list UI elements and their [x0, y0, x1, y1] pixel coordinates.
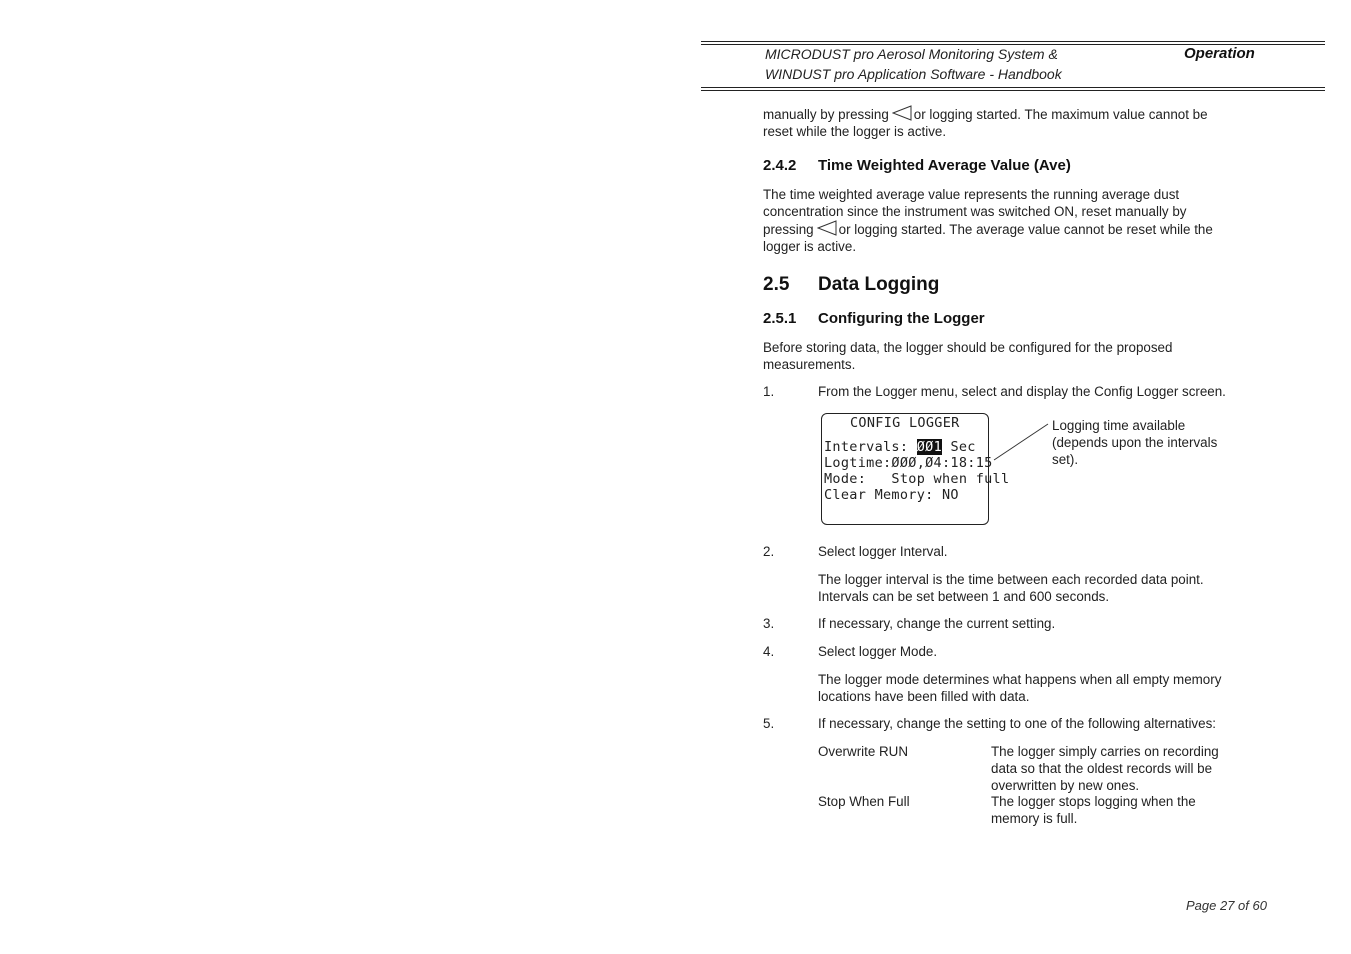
- heading-2-5-1: [763, 310, 985, 327]
- ave-line1: The time weighted average value represents the running average dust: [763, 187, 1180, 202]
- alternative-name: Overwrite RUN: [818, 744, 909, 759]
- ave-line4: logger is active.: [763, 239, 857, 254]
- alternative-description: [991, 793, 1251, 827]
- step-text: If necessary, change the setting to one of the following alternatives:: [818, 716, 1216, 731]
- header-section: Operation: [1184, 45, 1255, 62]
- step-note-line2: Intervals can be set between 1 and 600 seconds.: [818, 589, 1110, 604]
- step-note: [818, 671, 1263, 705]
- lcd-intervals: [824, 439, 976, 455]
- config-line1: Before storing data, the logger should be configured for the proposed: [763, 340, 1173, 355]
- alternative-desc-line1: The logger stops logging when the: [991, 794, 1196, 809]
- heading-title: Data Logging: [818, 274, 940, 295]
- lcd-intervals-label: Intervals:: [824, 439, 917, 455]
- intro-text-before: manually by pressing: [763, 107, 889, 122]
- left-triangle-icon: [817, 220, 837, 236]
- step-number: 3.: [763, 616, 775, 631]
- page-number: Page 27 of 60: [1186, 898, 1267, 913]
- header-rule-bottom-2: [701, 90, 1325, 91]
- alternative-desc-line2: memory is full.: [991, 811, 1078, 826]
- intro-line2: reset while the logger is active.: [763, 124, 947, 139]
- step-number: 2.: [763, 544, 775, 559]
- heading-2-5: [763, 274, 939, 296]
- alternative-description: [991, 743, 1251, 794]
- heading-title: Configuring the Logger: [818, 310, 985, 327]
- lcd-clear-memory: Clear Memory: NO: [824, 487, 959, 503]
- left-triangle-icon: [892, 105, 912, 121]
- lcd-screen: [821, 413, 1010, 525]
- step-note-line2: locations have been filled with data.: [818, 689, 1030, 704]
- step-text: Select logger Interval.: [818, 544, 948, 559]
- callout-leader-line: [992, 420, 1052, 462]
- ave-line3-after: or logging started. The average value cannot be reset while the: [838, 222, 1213, 237]
- heading-number: 2.5: [763, 274, 790, 295]
- alternative-name: Stop When Full: [818, 794, 910, 809]
- lcd-intervals-value: ØØ1: [916, 439, 943, 455]
- lcd-logtime: Logtime:ØØØ,Ø4:18:15: [824, 455, 993, 471]
- step-note-line1: The logger mode determines what happens when all empty memory: [818, 672, 1222, 687]
- ave-line3-before: pressing: [763, 222, 814, 237]
- step-note-line1: The logger interval is the time between each recorded data point.: [818, 572, 1204, 587]
- step-text: From the Logger menu, select and display the Config Logger screen.: [818, 384, 1226, 399]
- alternative-desc-line3: overwritten by new ones.: [991, 778, 1140, 793]
- config-paragraph: [763, 339, 1263, 373]
- callout-line3: set).: [1052, 452, 1079, 467]
- step-number: 1.: [763, 384, 775, 399]
- ave-line2: concentration since the instrument was switched ON, reset manually by: [763, 204, 1187, 219]
- heading-number: 2.4.2: [763, 157, 797, 174]
- header-rule-bottom: [701, 87, 1325, 88]
- ave-paragraph: [763, 186, 1263, 255]
- header-rule-top: [701, 41, 1325, 42]
- step-text: If necessary, change the current setting.: [818, 616, 1056, 631]
- lcd-title: CONFIG LOGGER: [850, 415, 960, 431]
- step-number: 5.: [763, 716, 775, 731]
- alternative-desc-line2: data so that the oldest records will be: [991, 761, 1213, 776]
- intro-text-after: or logging started. The maximum value cannot be: [913, 107, 1208, 122]
- callout-line1: Logging time available: [1052, 418, 1186, 433]
- step-text: Select logger Mode.: [818, 644, 938, 659]
- config-line2: measurements.: [763, 357, 856, 372]
- alternative-desc-line1: The logger simply carries on recording: [991, 744, 1219, 759]
- lcd-mode: Mode: Stop when full: [824, 471, 1010, 487]
- heading-number: 2.5.1: [763, 310, 797, 327]
- header-title-line1: MICRODUST pro Aerosol Monitoring System &: [765, 46, 1058, 62]
- step-note: [818, 571, 1263, 605]
- callout-line2: (depends upon the intervals: [1052, 435, 1218, 450]
- lcd-intervals-unit: Sec: [942, 439, 976, 455]
- heading-2-4-2: [763, 157, 1071, 174]
- callout-text: [1052, 417, 1252, 468]
- heading-title: Time Weighted Average Value (Ave): [818, 157, 1071, 174]
- intro-paragraph: [763, 105, 1263, 140]
- step-number: 4.: [763, 644, 775, 659]
- header-title-line2: WINDUST pro Application Software - Handbook: [765, 66, 1062, 82]
